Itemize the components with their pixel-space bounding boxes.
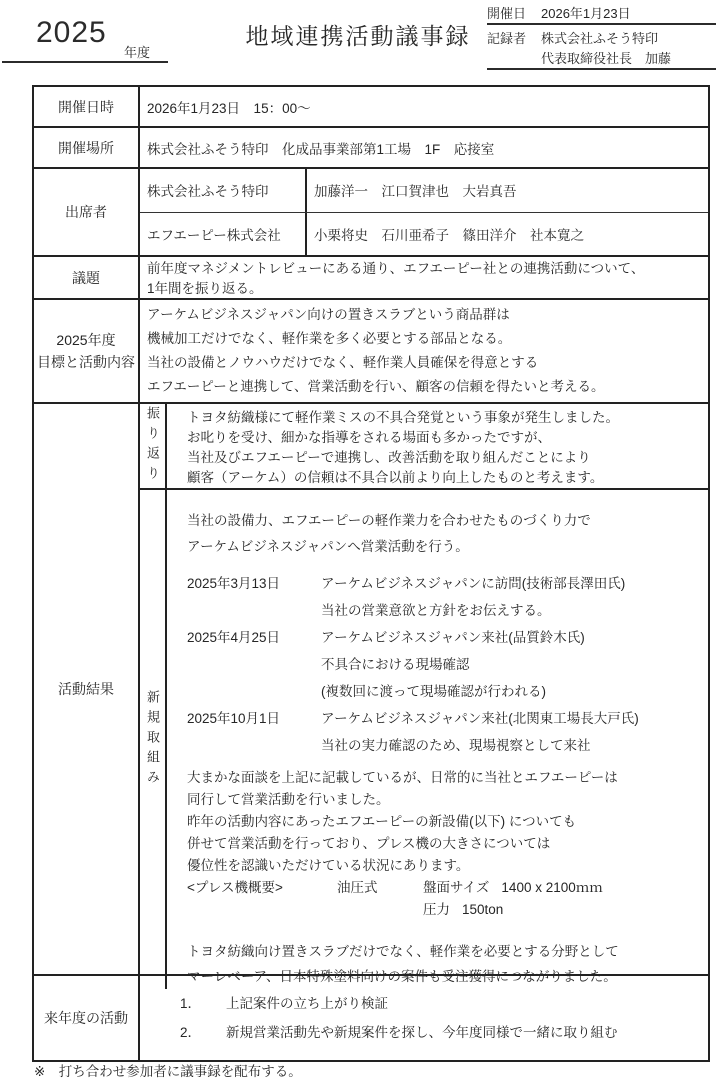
press-machine-spec [187,877,704,921]
distribution-footnote: ※ 打ち合わせ参加者に議事録を配布する。 [34,1064,302,1079]
timeline-date: 2025年4月25日 [187,630,281,645]
timeline-desc-line: 不具合における現場確認 [321,657,470,672]
next-year-item-number: 2． [180,1025,202,1040]
next-year-item-text: 上記案件の立ち上がり検証 [226,996,388,1011]
initiatives-content [167,490,708,989]
fiscal-year: 2025 [36,16,107,49]
timeline-date: 2025年10月1日 [187,711,281,726]
meta-divider-bottom [487,68,716,70]
closing-line: マーレベーア、日本特殊塗料向けの案件も受注獲得につながりました。 [187,969,617,984]
review-content [167,404,708,488]
results-label: 活動結果 [34,404,140,974]
press-drive-type: 油圧式 [337,880,378,895]
timeline-desc-line: アーケムビジネスジャパンに訪問(技術部長澤田氏) [321,576,626,591]
attendee-names: 小栗将史 石川亜希子 篠田洋介 社本寛之 [314,227,584,243]
recorder-person: 代表取締役社長 加藤 [541,50,672,66]
press-spec-spacer [187,899,423,921]
results-review-subrow [140,404,708,490]
summary-line: 大まかな面談を上記に記載しているが、日常的に当社とエフエーピーは [187,770,618,785]
press-surface-label: 盤面サイズ [423,880,490,895]
review-vertical-label-cell [140,404,167,488]
summary-line: 併せて営業活動を行っており、プレス機の大きさについては [187,836,551,851]
agenda-line: 1年間を振り返る。 [147,281,263,296]
timeline-entry [187,570,704,624]
table-row-place [34,128,708,169]
goals-label-line1: 2025年度 [56,332,116,348]
page-title: 地域連携活動議事録 [245,23,471,49]
table-row-results [34,404,708,984]
agenda-line: 前年度マネジメントレビューにある通り、エフエーピー社との連携活動について、 [147,261,645,276]
place-label: 開催場所 [34,128,140,167]
held-date-value: 2026年1月23日 [541,5,631,21]
goals-label [34,300,140,402]
goals-content [140,300,708,402]
review-line: トヨタ紡織様にて軽作業ミスの不具合発覚という事象が発生しました。 [187,410,619,425]
datetime-value: 2026年1月23日 15：00～ [147,100,311,116]
timeline-desc [321,705,704,759]
agenda-label: 議題 [34,257,140,298]
timeline-desc-line: アーケムビジネスジャパン来社(品質鈴木氏) [321,630,585,645]
attendee-company: 株式会社ふそう特印 [140,169,307,212]
minutes-table [32,85,710,1062]
closing-line: トヨタ紡織向け置きスラブだけでなく、軽作業を必要とする分野として [187,944,619,959]
intro-line: アーケムビジネスジャパンへ営業活動を行う。 [187,539,469,554]
next-year-item-number: 1． [180,996,202,1011]
timeline-date: 2025年3月13日 [187,576,281,591]
results-content [140,404,708,984]
results-initiatives-subrow [140,490,708,989]
attendee-row-host [140,169,708,213]
meta-divider-top [487,23,716,25]
table-row-next-year [34,976,708,1060]
summary-line: 昨年の活動内容にあったエフエーピーの新設備(以下) についても [187,814,577,829]
table-row-goals [34,300,708,404]
next-year-item [180,1018,708,1047]
attendees-list [140,169,708,255]
next-year-label: 来年度の活動 [34,976,140,1060]
summary-line: 同行して営業活動を行いました。 [187,792,390,807]
recorder-person-row [487,47,716,67]
review-line: お叱りを受け、細かな指導をされる場面も多かったですが、 [187,430,551,445]
timeline-desc [321,624,704,705]
goals-line: エフエーピーと連携して、営業活動を行い、顧客の信頼を得たいと考える。 [147,379,605,394]
goals-line: 当社の設備とノウハウだけでなく、軽作業人員確保を得意とする [147,355,539,370]
review-line: 当社及びエフエーピーで連携し、改善活動を取り組んだことにより [187,450,591,465]
timeline-desc-line: アーケムビジネスジャパン来社(北関東工場長大戸氏) [321,711,639,726]
press-spec-line2 [187,899,704,921]
agenda-content [140,257,708,298]
table-row-datetime [34,87,708,128]
timeline-entry [187,624,704,705]
attendees-label: 出席者 [34,169,140,255]
press-pressure-label: 圧力 [423,902,450,917]
goals-label-line2: 目標と活動内容 [37,354,135,370]
held-date-row [487,2,716,22]
timeline-desc-line: 当社の営業意欲と方針をお伝えする。 [321,603,551,618]
press-spec-title: <プレス機概要> [187,880,283,895]
next-year-item-text: 新規営業活動先や新規案件を探し、今年度同様で一緒に取り組む [226,1025,618,1040]
timeline-entry [187,705,704,759]
review-line: 顧客（アーケム）の信頼は不具合以前より向上したものと考えます。 [187,470,604,485]
recorder-company: 株式会社ふそう特印 [541,30,659,46]
recorder-row [487,27,716,47]
goals-line: アーケムビジネスジャパン向けの置きスラブという商品群は [147,307,510,322]
next-year-item [180,989,708,1018]
timeline-desc [321,570,704,624]
held-date-label: 開催日 [487,5,527,21]
initiatives-summary [187,767,704,877]
visit-timeline [187,570,704,759]
initiatives-vertical-label-cell [140,490,167,989]
table-row-agenda [34,257,708,300]
intro-line: 当社の設備力、エフエーピーの軽作業力を合わせたものづくり力で [187,513,591,528]
timeline-desc-line: 当社の実力確認のため、現場視察として来社 [321,738,591,753]
goals-line: 機械加工だけでなく、軽作業を多く必要とする部品となる。 [147,331,512,346]
summary-line: 優位性を認識いただけている状況にあります。 [187,858,470,873]
review-vertical-label: 振り返り [145,406,160,486]
press-pressure-value: 150ton [462,902,504,917]
recorder-label: 記録者 [487,30,527,46]
attendee-row-partner [140,213,708,256]
fiscal-year-underline [2,61,168,63]
initiatives-vertical-label: 新規取組み [145,689,160,790]
timeline-desc-line: (複数回に渡って現場確認が行われる) [321,684,546,699]
table-row-attendees [34,169,708,257]
attendee-company: エフエーピー株式会社 [140,213,307,256]
next-year-content [140,976,708,1060]
datetime-label: 開催日時 [34,87,140,126]
press-surface-value: 1400 x 2100ｍｍ [501,880,603,895]
press-spec-line1 [187,877,704,899]
place-value: 株式会社ふそう特印 化成品事業部第1工場 1F 応接室 [147,141,495,157]
fiscal-year-unit: 年度 [124,45,151,60]
attendee-names: 加藤洋一 江口賀津也 大岩真吾 [314,184,517,200]
initiatives-intro [187,508,704,560]
header-meta-block [487,2,716,72]
